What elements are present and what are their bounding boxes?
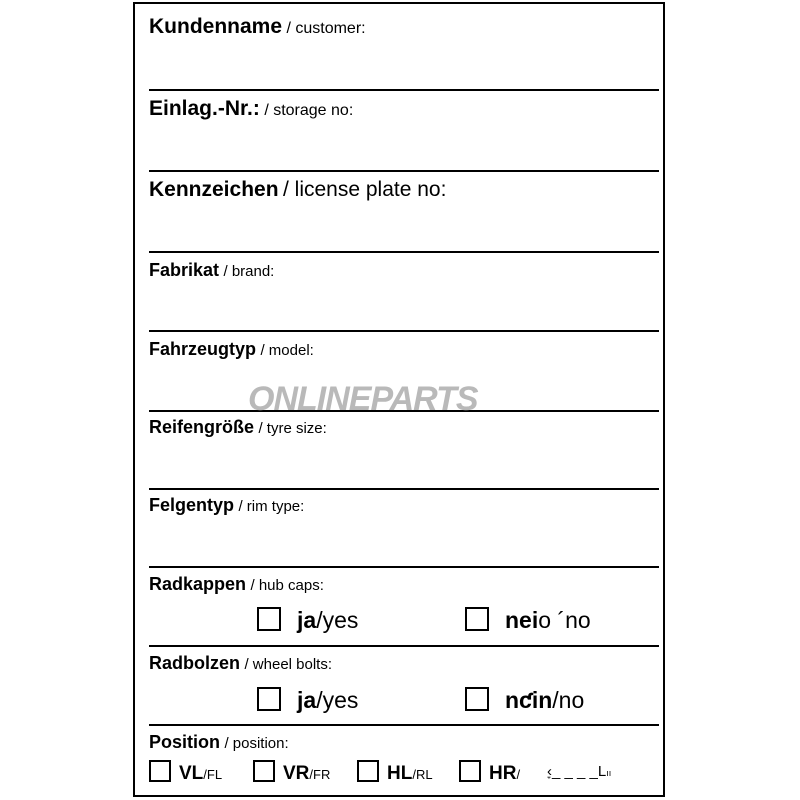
hub-caps-divider xyxy=(149,645,659,647)
position-hr-label: HR/ xyxy=(489,763,521,784)
wheel-bolts-no-checkbox[interactable] xyxy=(465,687,489,711)
rim-type-label: Felgentyp xyxy=(149,495,235,515)
tyre-size-line[interactable] xyxy=(149,488,659,490)
position-hl-checkbox[interactable] xyxy=(357,760,379,782)
wheel-bolts-divider xyxy=(149,724,659,726)
hub-caps-field xyxy=(149,574,659,633)
wheel-bolts-yes-label: ja/yes xyxy=(297,687,359,713)
position-hr-checkbox[interactable] xyxy=(459,760,481,782)
rim-type-label-en: / rim type: xyxy=(238,498,305,515)
model-field xyxy=(149,340,659,359)
storage-no-label: Einlag.-Nr.: xyxy=(149,97,260,120)
wheel-bolts-label: Radbolzen xyxy=(149,653,241,673)
customer-line[interactable] xyxy=(149,89,659,91)
hub-caps-label-en: / hub caps: xyxy=(250,577,324,594)
hub-caps-label: Radkappen xyxy=(149,574,247,594)
rim-type-line xyxy=(149,566,659,568)
customer-label: Kundenname xyxy=(149,15,283,38)
model-label: Fahrzeugtyp xyxy=(149,339,257,359)
wheel-bolts-label-en: / wheel bolts: xyxy=(244,656,333,673)
tyre-size-label-en: / tyre size: xyxy=(258,420,327,437)
position-vl-checkbox[interactable] xyxy=(149,760,171,782)
brand-line[interactable] xyxy=(149,330,659,332)
brand-label: Fabrikat xyxy=(149,260,220,280)
position-field xyxy=(149,732,659,784)
brand-field xyxy=(149,261,659,280)
wheel-bolts-yes-checkbox[interactable] xyxy=(257,687,281,711)
tyre-size-label: Reifengröße xyxy=(149,417,255,437)
storage-no-label-en: / storage no: xyxy=(264,102,354,119)
rim-type-field xyxy=(149,496,659,515)
license-plate-label-en: / license plate no: xyxy=(282,178,447,201)
hub-caps-yes-checkbox[interactable] xyxy=(257,607,281,631)
hub-caps-no-label: neio ´no xyxy=(505,607,591,633)
wheel-bolts-field xyxy=(149,653,659,713)
position-scribble: ׇ‹_ _ _ _Lıı xyxy=(547,763,612,780)
model-label-en: / model: xyxy=(260,342,314,359)
position-label-en: / position: xyxy=(224,735,289,752)
hub-caps-yes-label: ja/yes xyxy=(297,607,359,633)
tyre-size-field xyxy=(149,418,659,437)
position-vl-label: VL/FL xyxy=(179,763,223,784)
hub-caps-no-checkbox[interactable] xyxy=(465,607,489,631)
position-vr-checkbox[interactable] xyxy=(253,760,275,782)
license-plate-label: Kennzeichen xyxy=(149,178,279,201)
brand-label-en: / brand: xyxy=(223,263,275,280)
customer-field xyxy=(149,16,659,37)
customer-label-en: / customer: xyxy=(286,20,366,37)
license-plate-line[interactable] xyxy=(149,251,659,253)
license-plate-field xyxy=(149,179,659,200)
storage-no-field xyxy=(149,98,659,119)
position-label: Position xyxy=(149,732,220,752)
wheel-bolts-no-label: nƈin/no xyxy=(505,687,585,713)
onlineparts-watermark: ONLINEPARTS xyxy=(248,380,478,418)
storage-no-line[interactable] xyxy=(149,170,659,172)
position-hl-label: HL/RL xyxy=(387,763,433,784)
position-vr-label: VR/FR xyxy=(283,763,331,784)
